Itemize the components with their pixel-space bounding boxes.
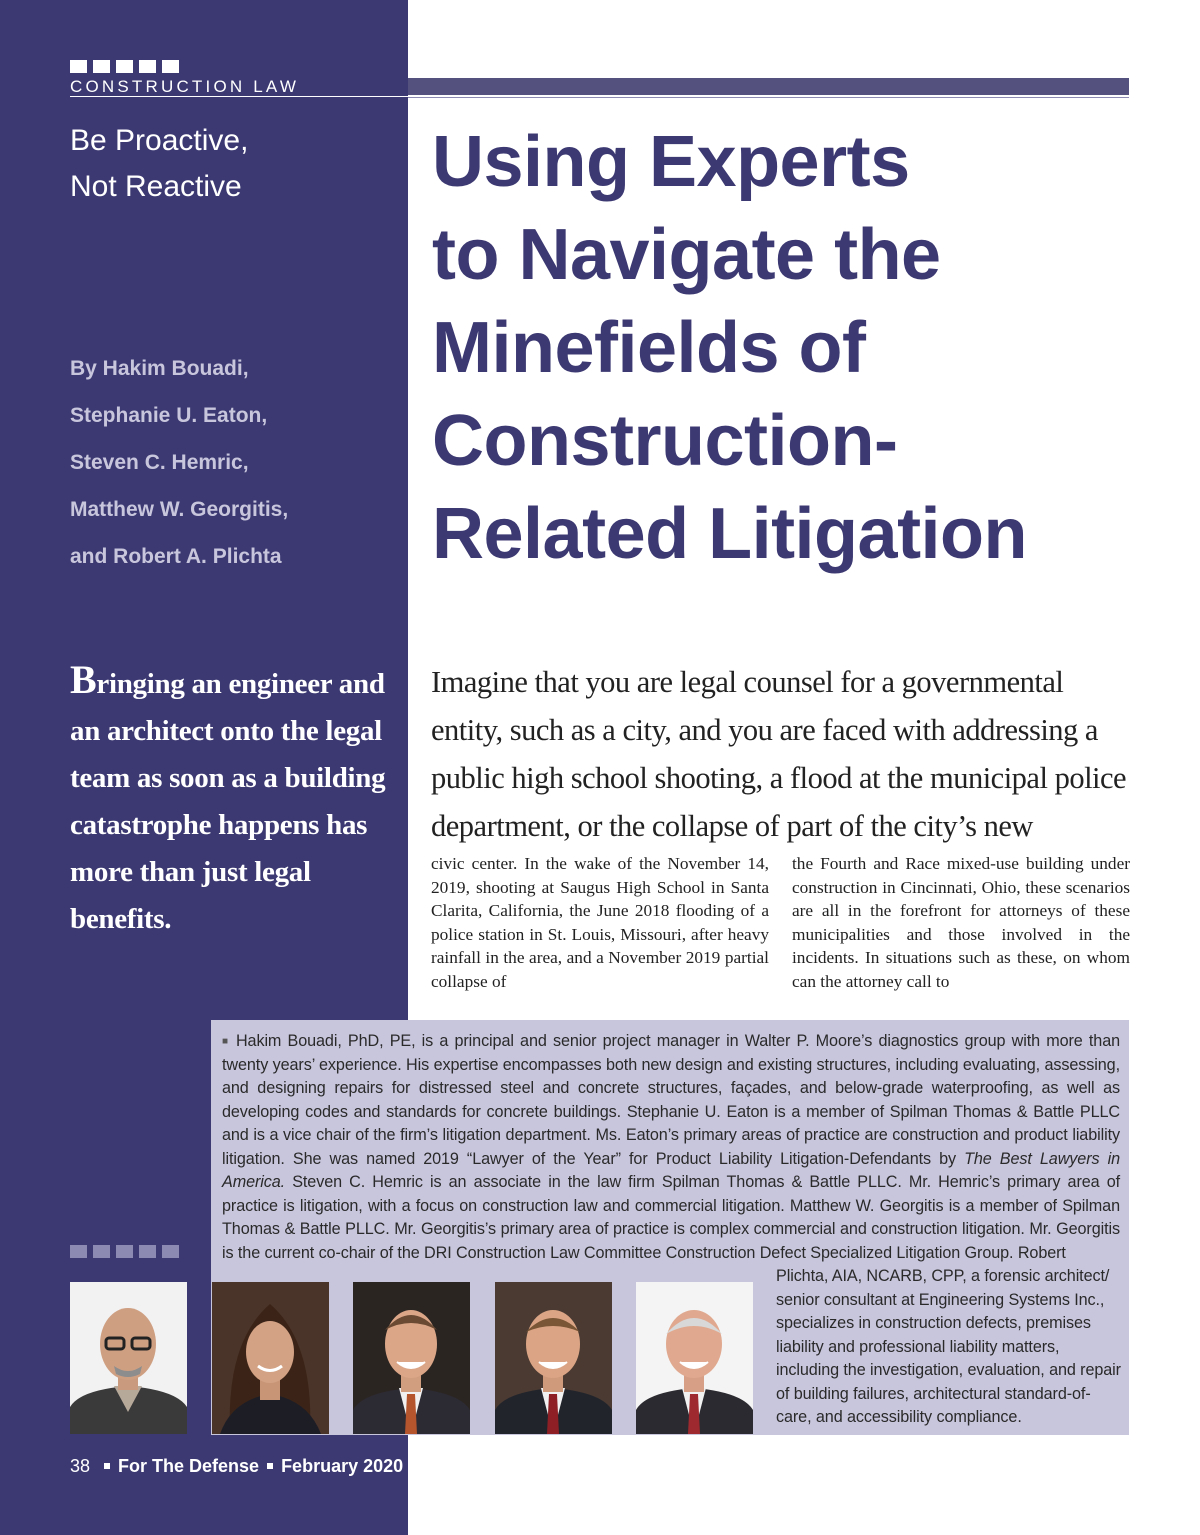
section-marker-squares [70, 60, 179, 73]
bio-publication-title: The Best Lawyers in America. [222, 1149, 1120, 1191]
author-byline [70, 345, 400, 580]
footer-separator [104, 1463, 110, 1469]
author-bio-text [222, 1030, 1120, 1265]
lede-paragraph: Imagine that you are legal counsel for a governmental entity, such as a city, and you are faced with addressing a public high school shooting, a flood at the municipal police department, or the collapse of part of the city’s new [431, 665, 1127, 843]
pull-quote [70, 656, 400, 943]
author-photo [495, 1282, 612, 1434]
section-label: CONSTRUCTION LAW [70, 77, 300, 96]
photo-marker-squares [70, 1245, 179, 1258]
publication-name: For The Defense [118, 1456, 260, 1476]
header-band [408, 78, 1129, 95]
kicker-line: Not Reactive [70, 170, 242, 203]
sidebar-rule [70, 96, 408, 97]
author-photo [212, 1282, 329, 1434]
title-line: Using Experts [432, 122, 910, 202]
footer-separator [267, 1463, 273, 1469]
title-line: Construction- [432, 401, 898, 481]
author-line: Matthew W. Georgitis, [70, 498, 289, 521]
bio-text-part: Hakim Bouadi, PhD, PE, is a principal and senior project manager in Walter P. Moore’s diagnostics group with more than twenty years’ experience. His expertise encompasses both new design and existing structures, including evaluating, assessing, and designing repairs for distressed steel and concrete structures, façades, and below-grade waterproofing, as well as developing codes and standards for concrete buildings. Stephanie U. Eaton is a member of Spilman Thomas & Battle PLLC and is a vice chair of the firm’s litigation department. Ms. Eaton’s primary areas of practice are construction and product liability litigation. She was named 2019 “Lawyer of the Year” for Product Liability Litigation-Defendants by [222, 1032, 1120, 1168]
bio-text-part: Steven C. Hemric is an associate in the law firm Spilman Thomas & Battle PLLC. Mr. Hemric’s primary area of practice is litigation, with a focus on construction law and commercial litigation. Matthew W. Georgitis is a member of Spilman Thomas & Battle PLLC. Mr. Georgitis’s primary area of practice is complex commercial and construction litigation. Mr. Georgitis is the current co-chair of the DRI Construction Law Committee Construction Defect Specialized Litigation Group. Robert [222, 1173, 1120, 1262]
header-rule [408, 97, 1129, 98]
pull-quote-text: ringing an engineer and an architect onto the legal team as soon as a building catastrophe happens has more than just legal benefits. [70, 668, 386, 935]
author-line: By Hakim Bouadi, [70, 357, 249, 380]
title-line: Minefields of [432, 308, 866, 388]
kicker [70, 118, 390, 210]
body-column-1: civic center. In the wake of the November 14, 2019, shooting at Saugus High School in Santa Clarita, California, the June 2018 flooding of a police station in St. Louis, Missouri, after heavy rainfall in the area, and a November 2019 partial collapse of [431, 854, 769, 991]
author-photo [353, 1282, 470, 1434]
author-line: Stephanie U. Eaton, [70, 404, 268, 427]
author-photo [636, 1282, 753, 1434]
bio-bullet: ■ [222, 1036, 230, 1047]
author-line: Steven C. Hemric, [70, 451, 249, 474]
title-line: to Navigate the [432, 215, 941, 295]
body-column-2: the Fourth and Race mixed-use building under construction in Cincinnati, Ohio, these scenarios are all in the forefront for attorneys of these municipalities and those involved in the incidents. In situations such as these, on whom can the attorney call to [792, 854, 1130, 991]
page-number: 38 [70, 1456, 91, 1476]
author-photo [70, 1282, 187, 1434]
issue-date: February 2020 [281, 1456, 404, 1476]
article-title [432, 116, 1152, 581]
title-line: Related Litigation [432, 494, 1028, 574]
page-footer [70, 1456, 403, 1477]
author-bio-continued: Plichta, AIA, NCARB, CPP, a forensic architect/ senior consultant at Engineering Systems Inc., specializes in construction defects, premises liability and professional liability matters, including the investigation, evaluation, and repair of building failures, architectural standard-of-care, and accessibility compliance. [776, 1267, 1121, 1426]
kicker-line: Be Proactive, [70, 124, 249, 157]
author-line: and Robert A. Plichta [70, 545, 282, 568]
drop-cap: B [70, 657, 97, 702]
